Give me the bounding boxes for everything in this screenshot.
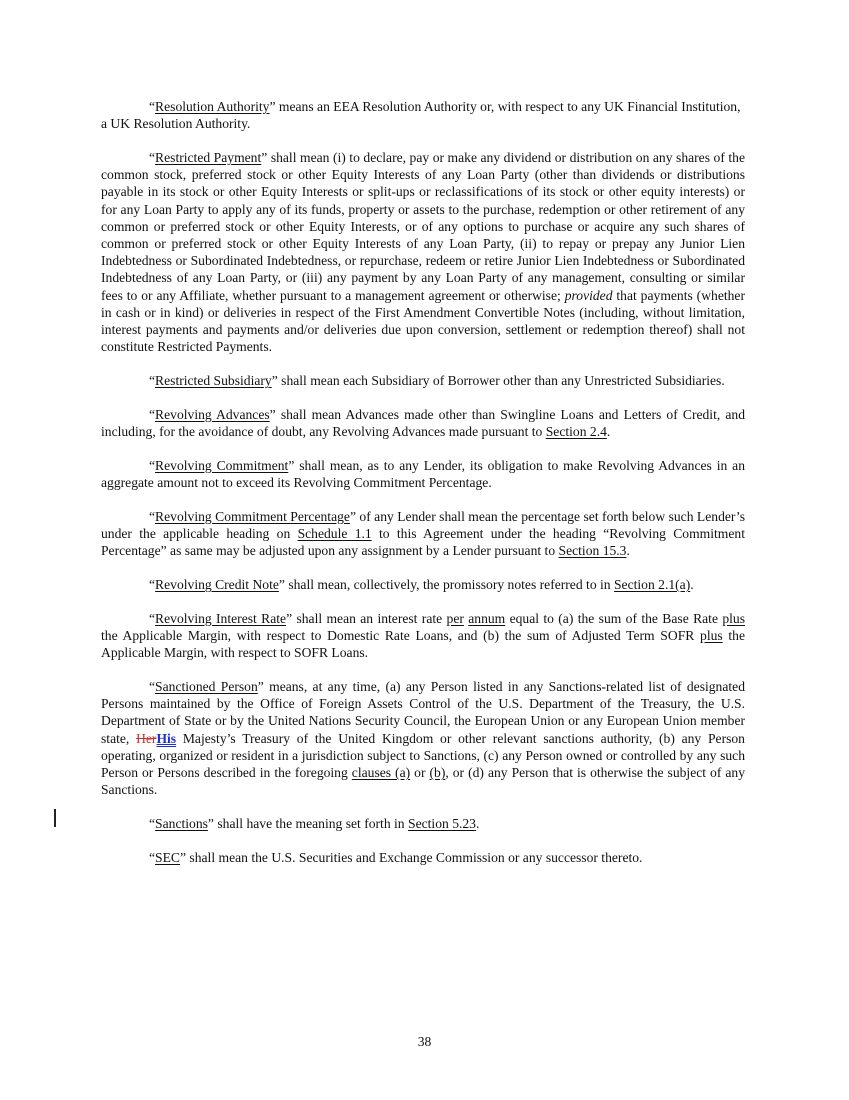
- section-reference: Section 15.3: [558, 543, 627, 559]
- underlined-word: plus: [722, 610, 746, 626]
- section-reference: Section 2.1(a): [613, 577, 691, 593]
- definition-sec: “SEC” shall mean the U.S. Securities and Exchange Commission or any successor thereto.: [149, 849, 643, 865]
- revision-change-bar: [54, 809, 56, 827]
- italic-proviso: provided: [564, 287, 613, 303]
- definition-revolving-credit-note: “Revolving Credit Note” shall mean, collectively, the promissory notes referred to in Section 2.1(a).: [149, 577, 694, 593]
- defined-term: Revolving Commitment: [155, 457, 289, 473]
- definition-restricted-payment: “Restricted Payment” shall mean (i) to declare, pay or make any dividend or distribution on any shares of the common stock, preferred stock or other Equity Interests of any Loan Party (other than dividends or distributions payable in its stock or other Equity Interests or split-ups or reclassifications of its stock or other equity interests) or for any Loan Party to apply any of its funds, property or assets to the purchase, redemption or other retirement of any common or preferred stock or other Equity Interests, or of any options to purchase or acquire any such shares of common or preferred stock or other Equity Interests of any Loan Party, (ii) to repay or prepay any Junior Lien Indebtedness or Subordinated Indebtedness, or repurchase, redeem or retire Junior Lien Indebtedness or Subordinated Indebtedness of any Loan Party, or (iii) any payment by any Loan Party of any management, consulting or similar fees to or any Affiliate, whether pursuant to a management agreement or otherwise; provided that payments (whether in cash or in kind) or deliveries in respect of the First Amendment Convertible Notes (including, without limitation, interest payments and payments and/or deliveries due upon conversion, settlement or redemption thereof) shall not constitute Restricted Payments.: [101, 150, 745, 355]
- underlined-word: per: [446, 610, 464, 626]
- definition-sanctions: “Sanctions” shall have the meaning set forth in Section 5.23.: [149, 816, 480, 832]
- clause-reference: clauses (a): [351, 765, 411, 781]
- defined-term: Revolving Interest Rate: [155, 610, 287, 626]
- definition-restricted-subsidiary: “Restricted Subsidiary” shall mean each Subsidiary of Borrower other than any Unrestricted Subsidiaries.: [149, 373, 725, 389]
- defined-term: SEC: [155, 849, 180, 865]
- definition-revolving-interest-rate: “Revolving Interest Rate” shall mean an interest rate per annum equal to (a) the sum of the Base Rate plus the Applicable Margin, with respect to Domestic Rate Loans, and (b) the sum of Adjusted Term SOFR plus the Applicable Margin, with respect to SOFR Loans.: [101, 610, 746, 661]
- defined-term: Sanctions: [155, 816, 208, 832]
- schedule-reference: Schedule 1.1: [297, 526, 372, 542]
- section-reference: Section 5.23: [408, 816, 476, 832]
- clause-reference: (b): [429, 765, 446, 781]
- defined-term: Resolution Authority: [155, 99, 270, 114]
- defined-term: Revolving Credit Note: [155, 577, 279, 593]
- underlined-word: plus: [700, 628, 723, 644]
- defined-term: Revolving Advances: [155, 406, 270, 422]
- definition-revolving-advances: “Revolving Advances” shall mean Advances made other than Swingline Loans and Letters of Credit, and including, for the avoidance of doubt, any Revolving Advances made pursuant to Section 2.4.: [101, 406, 745, 440]
- inserted-text: His: [156, 730, 177, 746]
- underlined-word: annum: [468, 610, 506, 626]
- deleted-text: Her: [136, 730, 157, 746]
- section-reference: Section 2.4: [545, 424, 607, 440]
- definition-revolving-commitment: “Revolving Commitment” shall mean, as to any Lender, its obligation to make Revolving Advances in an aggregate amount not to exceed its Revolving Commitment Percentage.: [101, 457, 745, 491]
- defined-term: Sanctioned Person: [155, 679, 258, 695]
- defined-term: Restricted Payment: [155, 150, 262, 165]
- definition-sanctioned-person: “Sanctioned Person” means, at any time, (a) any Person listed in any Sanctions-related list of designated Persons maintained by the Office of Foreign Assets Control of the U.S. Department of the Treasury, the U.S. Department of State or by the United Nations Security Council, the European Union or any European Union member state, HerHis Majesty’s Treasury of the United Kingdom or other relevant sanctions authority, (b) any Person operating, organized or resident in a jurisdiction subject to Sanctions, (c) any Person owned or controlled by any such Person or Persons described in the foregoing clauses (a) or (b), or (d) any Person that is otherwise the subject of any Sanctions.: [101, 679, 746, 798]
- page-number: 38: [417, 1034, 432, 1049]
- defined-term: Revolving Commitment Percentage: [155, 508, 350, 524]
- definition-revolving-commitment-percentage: “Revolving Commitment Percentage” of any Lender shall mean the percentage set forth below such Lender’s under the applicable heading on Schedule 1.1 to this Agreement under the heading “Revolving Commitment Percentage” as same may be adjusted upon any assignment by a Lender pursuant to Section 15.3.: [101, 508, 745, 559]
- defined-term: Restricted Subsidiary: [155, 373, 272, 389]
- definition-resolution-authority: “Resolution Authority” means an EEA Resolution Authority or, with respect to any UK Financial Institution, a UK Resolution Authority.: [101, 99, 741, 132]
- document-page: [101, 98, 745, 883]
